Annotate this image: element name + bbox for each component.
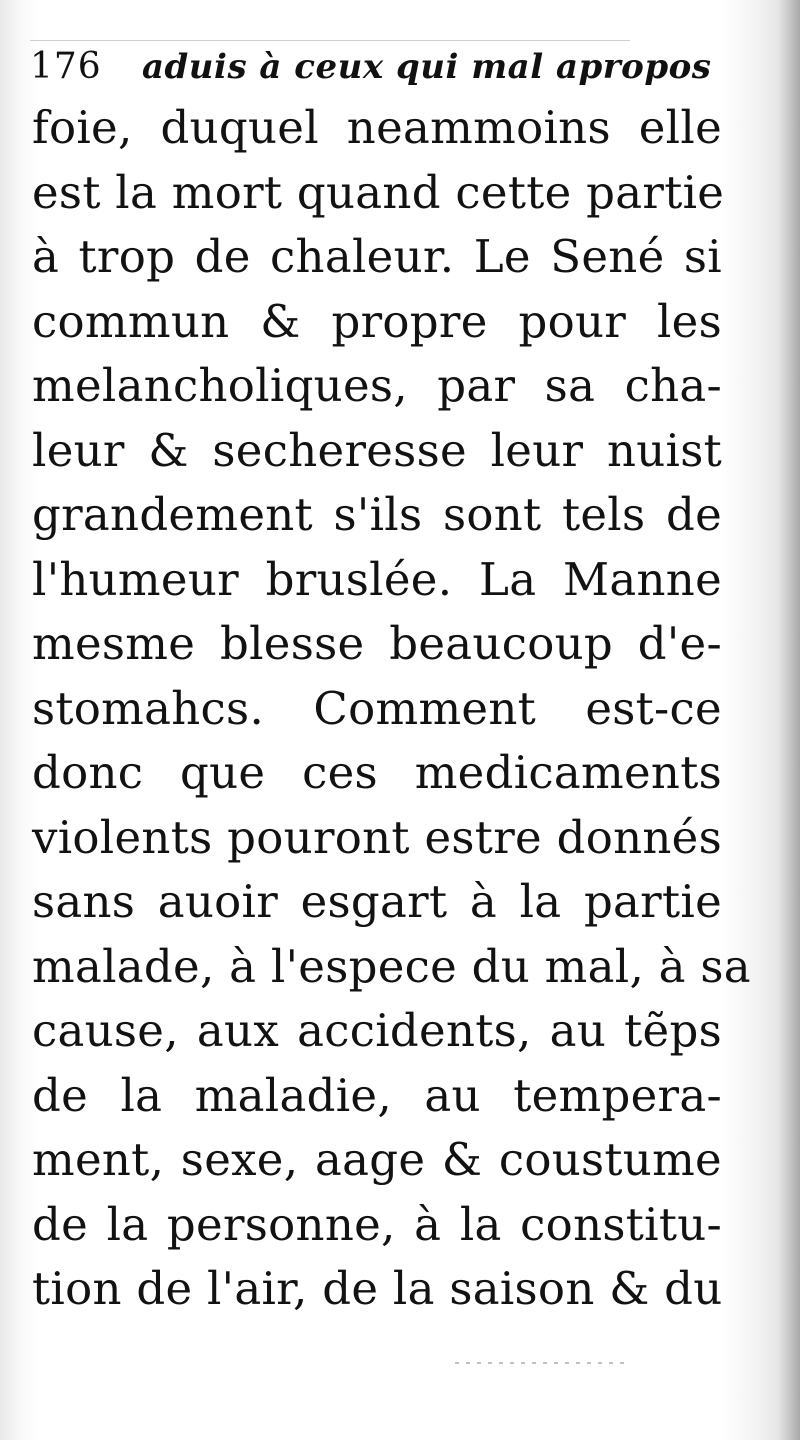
- bottom-print-specks: [455, 1362, 625, 1364]
- text-line: leur & secheresse leur nuist: [32, 423, 722, 477]
- text-line: ment, sexe, aage & coustume: [32, 1133, 722, 1186]
- text-line: de la maladie, au tempera-: [32, 1068, 722, 1122]
- text-line: est la mort quand cette partie: [32, 165, 725, 219]
- text-line: malade, à l'espece du mal, à sa: [32, 939, 751, 993]
- text-line: tion de l'air, de la saison & du: [32, 1262, 723, 1315]
- text-line: à trop de chaleur. Le Sené si: [32, 230, 722, 283]
- running-head: aduis à ceux qui mal apropos: [142, 47, 712, 87]
- text-line: de la personne, à la constitu-: [32, 1197, 722, 1251]
- text-line: foie, duquel neammoins elle: [32, 101, 722, 154]
- text-line: donc que ces medicaments: [32, 746, 722, 799]
- text-line: commun & propre pour les: [32, 294, 722, 348]
- text-line: melancholiques, par sa cha-: [32, 359, 722, 412]
- text-line: sans auoir esgart à la partie: [32, 875, 722, 928]
- text-line: l'humeur bruslée. La Manne: [32, 552, 722, 606]
- body-text: [32, 96, 751, 1322]
- top-rule: [30, 40, 630, 41]
- page-header: [30, 42, 720, 96]
- page-number: 176: [30, 46, 102, 87]
- text-line: cause, aux accidents, au tẽps: [32, 1004, 722, 1057]
- text-line: violents pouront estre donnés: [32, 810, 722, 864]
- text-line: grandement s'ils sont tels de: [32, 488, 722, 541]
- text-line: mesme blesse beaucoup d'e-: [32, 617, 722, 670]
- text-line: stomahcs. Comment est-ce: [32, 681, 722, 735]
